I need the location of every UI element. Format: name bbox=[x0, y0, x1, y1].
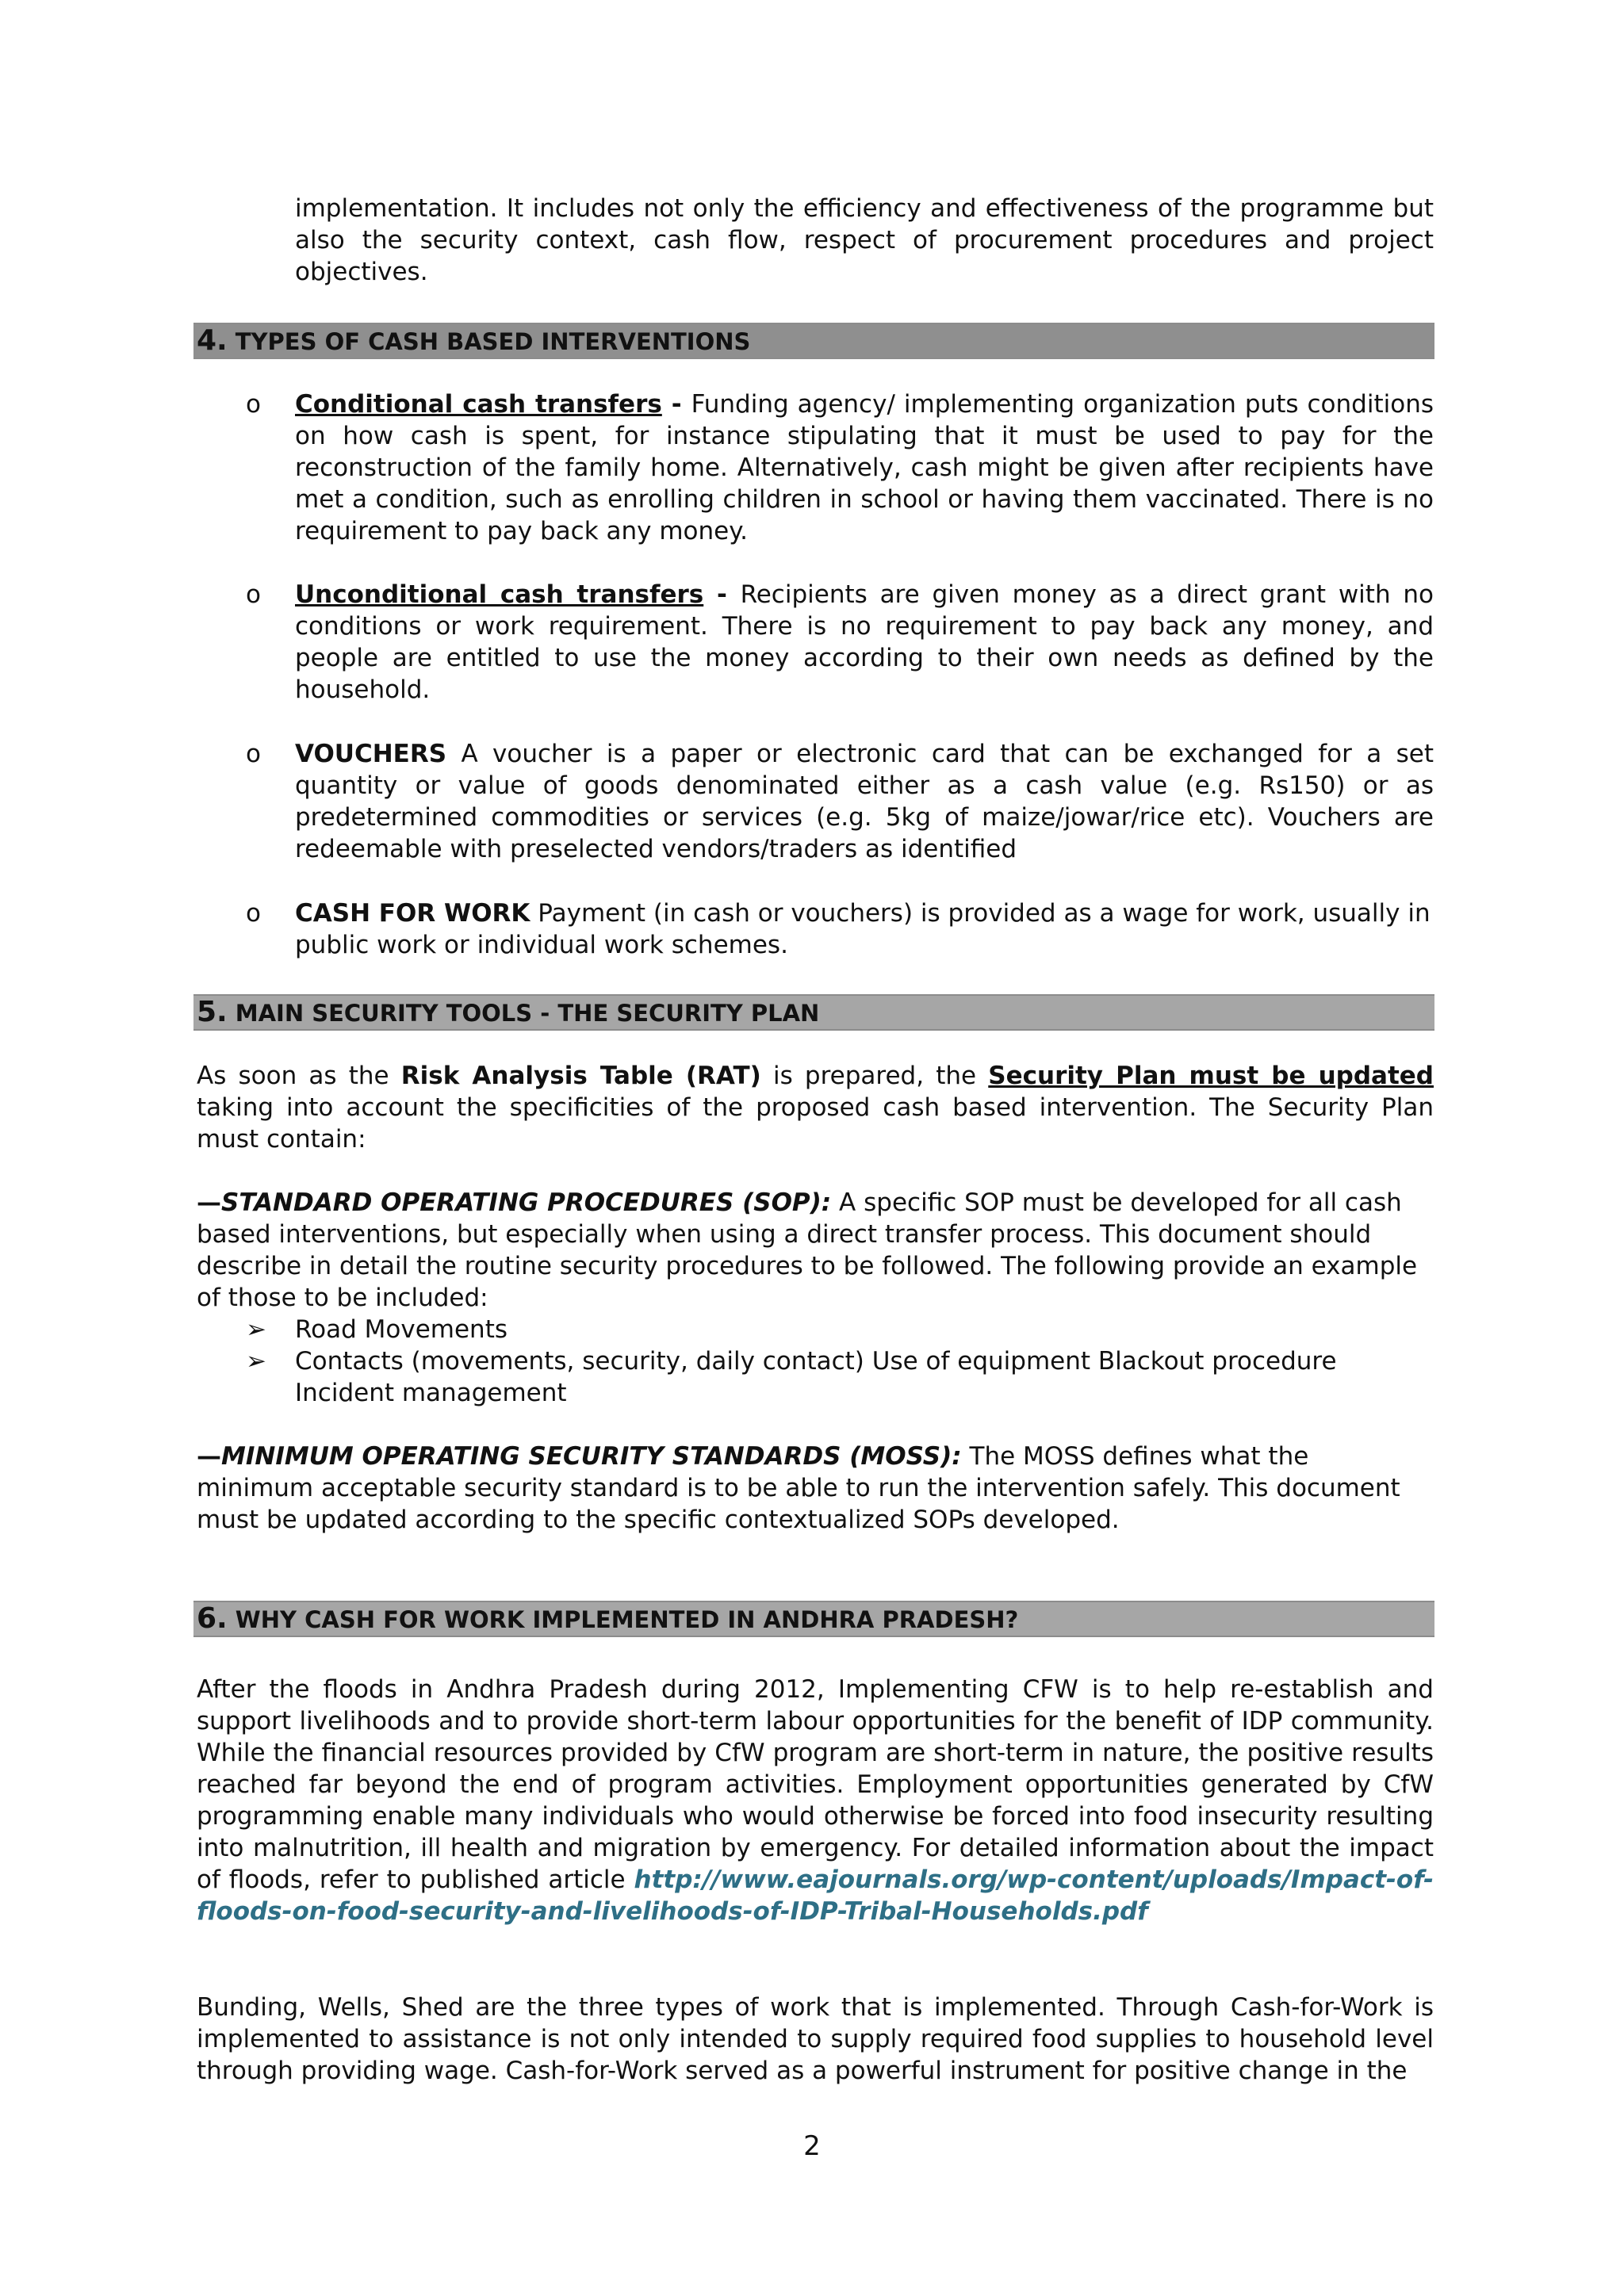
section-5-number: 5. bbox=[197, 996, 228, 1028]
section-4-heading bbox=[193, 323, 1434, 359]
list-item-cash-for-work bbox=[295, 897, 1434, 961]
term-cash-for-work: CASH FOR WORK bbox=[295, 899, 530, 928]
desc-cash-for-work: Payment (in cash or vouchers) is provided as a wage for work, usually in public work or individual work schemes. bbox=[295, 899, 1431, 959]
desc-unconditional: Recipients are given money as a direct grant with no conditions or work requirement. There is no requirement to pay back any money, and people are entitled to use the money according to their own needs as defined by the household. bbox=[295, 580, 1434, 704]
sop-title: STANDARD OPERATING PROCEDURES (SOP): bbox=[221, 1188, 832, 1217]
term-conditional: Conditional cash transfers bbox=[295, 390, 662, 419]
sop-item-road: Road Movements bbox=[295, 1315, 508, 1344]
security-plan-intro bbox=[197, 1060, 1434, 1155]
desc-conditional: Funding agency/ implementing organization puts conditions on how cash is spent, for instance stipulating that it must be used to pay for the reconstruction of the family home. Alternatively, cash might be given after recipients have met a condition, such as enrolling children in school or having them vaccinated. There is no requirement to pay back any money. bbox=[295, 390, 1434, 545]
moss-dash: — bbox=[197, 1442, 221, 1471]
bullet-icon: o bbox=[246, 899, 261, 928]
bullet-icon: o bbox=[246, 740, 261, 768]
intro-paragraph: implementation. It includes not only the efficiency and effectiveness of the programme but also the security context, cash flow, respect of procurement procedures and project objectives. bbox=[295, 194, 1434, 286]
section-5-heading bbox=[193, 994, 1434, 1031]
section-5-title: MAIN SECURITY TOOLS - THE SECURITY PLAN bbox=[235, 1000, 820, 1027]
cfw-paragraph-2: Bunding, Wells, Shed are the three types of work that is implemented. Through Cash-for-Work is implemented to assistance is not only intended to supply required food supplies to household level through providing wage. Cash-for-Work served as a powerful instrument for positive change in the bbox=[197, 1993, 1434, 2085]
list-item-vouchers bbox=[295, 738, 1434, 865]
sop-text: A specific SOP must be developed for all cash based interventions, but especially when using a direct transfer process. This document should describe in detail the routine security procedures to be followed. The following provide an example of those to be included: bbox=[197, 1188, 1418, 1312]
moss-paragraph bbox=[197, 1441, 1402, 1536]
section-6-title: WHY CASH FOR WORK IMPLEMENTED IN ANDHRA PRADESH? bbox=[235, 1606, 1019, 1633]
cfw-paragraph-1 bbox=[197, 1674, 1434, 1927]
term-separator: - bbox=[703, 580, 741, 609]
intro-text-b: is prepared, the bbox=[760, 1062, 989, 1090]
term-separator bbox=[446, 740, 461, 768]
rat-term: Risk Analysis Table (RAT) bbox=[400, 1062, 761, 1090]
section-6-heading bbox=[193, 1601, 1434, 1637]
section-4-title: TYPES OF CASH BASED INTERVENTIONS bbox=[235, 328, 751, 355]
moss-title: MINIMUM OPERATING SECURITY STANDARDS (MOSS): bbox=[221, 1442, 962, 1471]
security-plan-term: Security Plan must be updated bbox=[988, 1062, 1434, 1090]
intro-text-a: As soon as the bbox=[197, 1062, 401, 1090]
desc-vouchers: A voucher is a paper or electronic card that can be exchanged for a set quantity or value of goods denominated either as a cash value (e.g. Rs150) or as predetermined commodities or services (e.g. 5kg of maize/jowar/rice etc). Vouchers are redeemable with preselected vendors/traders as identified bbox=[295, 740, 1434, 863]
list-item-conditional bbox=[295, 388, 1434, 547]
arrow-bullet-icon: ➢ bbox=[246, 1315, 266, 1344]
sop-dash: — bbox=[197, 1188, 221, 1217]
bullet-icon: o bbox=[246, 390, 261, 419]
moss-text: The MOSS defines what the minimum acceptable security standard is to be able to run the intervention safely. This document must be updated according to the specific contextualized SOPs developed. bbox=[197, 1442, 1400, 1534]
sop-paragraph bbox=[197, 1187, 1434, 1314]
section-4-number: 4. bbox=[197, 324, 228, 357]
term-vouchers: VOUCHERS bbox=[295, 740, 447, 768]
arrow-bullet-icon: ➢ bbox=[246, 1347, 266, 1376]
section-6-number: 6. bbox=[197, 1602, 228, 1635]
term-separator bbox=[530, 899, 538, 928]
list-item-unconditional bbox=[295, 579, 1434, 706]
term-unconditional: Unconditional cash transfers bbox=[295, 580, 704, 609]
cfw-text: After the floods in Andhra Pradesh during 2012, Implementing CFW is to help re-establish and support livelihoods and to provide short-term labour opportunities for the benefit of IDP community. While the financial resources provided by CfW program are short-term in nature, the positive results reached far beyond the end of program activities. Employment opportunities generated by CfW programming enable many individuals who would otherwise be forced into food insecurity resulting into malnutrition, ill health and migration by emergency. For detailed information about the impact of floods, refer to published article bbox=[197, 1675, 1434, 1894]
term-separator: - bbox=[661, 390, 691, 419]
sop-item-contacts: Contacts (movements, security, daily contact) Use of equipment Blackout procedure Incident management bbox=[295, 1347, 1337, 1407]
intro-text-c: taking into account the specificities of the proposed cash based intervention. The Security Plan must contain: bbox=[197, 1093, 1434, 1154]
page-number: 2 bbox=[803, 2130, 821, 2162]
bullet-icon: o bbox=[246, 580, 261, 609]
article-link[interactable]: http://www.eajournals.org/wp-content/uploads/Impact-of-floods-on-food-security-and-livelihoods-of-IDP-Tribal-Households.pdf bbox=[197, 1866, 1434, 1926]
